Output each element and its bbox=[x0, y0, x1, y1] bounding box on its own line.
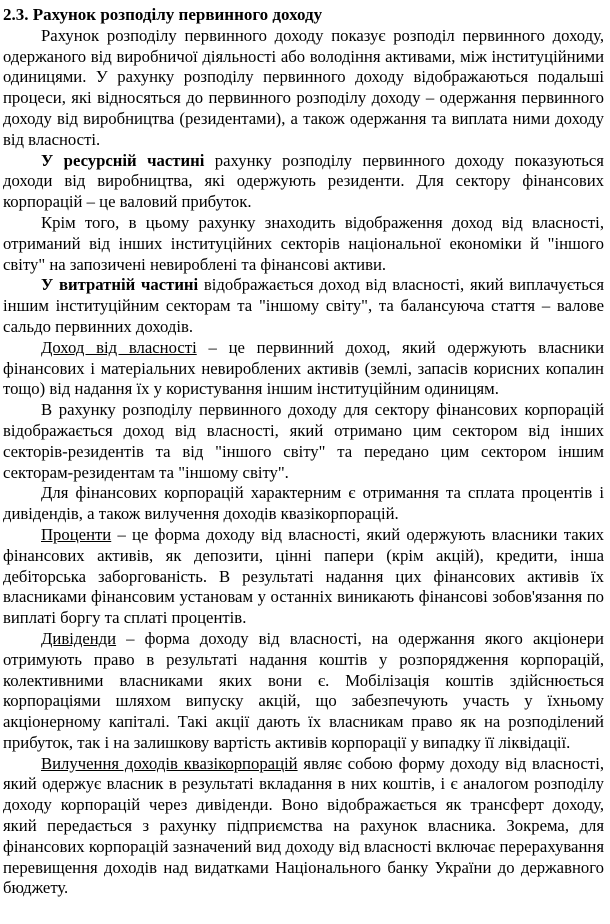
paragraph-text: рахунку розподілу первинного доходу показуються доходи від виробництва, які одержують резиденти. Для сектору фінансових корпорацій – це валовий прибуток. bbox=[3, 150, 604, 212]
paragraph-intro bbox=[3, 26, 604, 151]
paragraph-dividends-definition bbox=[3, 629, 604, 754]
paragraph-text: являє собою форму доходу від власності, який одержує власник в результаті вкладання в них коштів, і є аналогом розподілу доходу корпорацій через дивіденди. Воно відображається як трансферт доходу, який передається з рахунку підприємства на рахунок власника. Зокрема, для фінансових корпорацій зазначений вид доходу від власності включає перерахування перевищення доходів над видатками Національного банку України до державного бюджету. bbox=[3, 753, 605, 898]
paragraph-lead-underlined: Дивіденди bbox=[41, 628, 117, 648]
paragraph-property-income-definition bbox=[3, 338, 604, 400]
paragraph-lead-underlined: Вилучення доходів квазікорпорацій bbox=[41, 753, 298, 773]
paragraph-text: В рахунку розподілу первинного доходу для сектору фінансових корпорацій відображається доход від власності, який отримано цим сектором від інших секторів-резидентів та від "іншого світу" та передано цим сектором іншим секторам-резидентам та "іншому світу". bbox=[3, 400, 604, 482]
paragraph-text: Для фінансових корпорацій характерним є отримання та сплата процентів і дивідендів, а також вилучення доходів квазікорпорацій. bbox=[3, 483, 604, 524]
paragraph-interest-definition bbox=[3, 525, 604, 629]
paragraph-resource-part bbox=[3, 151, 604, 213]
paragraph-text: Рахунок розподілу первинного доходу показує розподіл первинного доходу, одержаного від виробничої діяльності або володіння активами, між інституційними одиницями. У рахунку розподілу первинного доходу відображаються подальші процеси, які відносяться до первинного розподілу доходу – одержання первинного доходу від виробництва (резидентами), а також одержання та виплата ними доходу від власності. bbox=[3, 25, 604, 149]
paragraph-expense-part bbox=[3, 275, 604, 337]
paragraph-lead-bold: У ресурсній частині bbox=[41, 150, 205, 170]
paragraph-property-income-note bbox=[3, 213, 604, 275]
paragraph-lead-underlined: Проценти bbox=[41, 524, 112, 544]
paragraph-text: – це форма доходу від власності, який одержують власники таких фінансових активів, як депозити, цінні папери (крім акцій), кредити, інша дебіторська заборгованість. В результаті надання цих фінансових активів їх власниками фінансовим установам у останніх виникають фінансові зобов'язання по виплаті боргу та сплаті процентів. bbox=[3, 524, 604, 628]
paragraph-quasi-corporations-income bbox=[3, 754, 604, 900]
section-heading: 2.3. Рахунок розподілу первинного доходу bbox=[3, 5, 323, 24]
paragraph-lead-underlined: Доход від власності bbox=[41, 337, 197, 357]
paragraph-text: Крім того, в цьому рахунку знаходить відображення доход від власності, отриманий від інших інституційних секторів національної економіки й "іншого світу" на запозичені невироблені та фінансові активи. bbox=[3, 212, 604, 274]
paragraph-text: відображається доход від власності, який виплачується іншим інституційним секторам та "іншому світу", та балансуюча стаття – валове сальдо первинних доходів. bbox=[3, 275, 604, 336]
paragraph-lead-bold: У витратній частині bbox=[41, 275, 199, 295]
paragraph-text: – форма доходу від власності, на одержання якого акціонери отримують право в результаті надання коштів у розпорядження корпорацій, колективними власниками яких вони є. Мобілізація коштів здійснюється корпораціями шляхом випуску акцій, що забезпечують участь у їхньому акціонерному капіталі. Такі акції дають їх власникам право як на розподілений прибуток, так і на залишкову вартість активів корпорації у випадку її ліквідації. bbox=[3, 628, 604, 752]
paragraph-text: – це первинний доход, який одержують власники фінансових і матеріальних невироблених активів (землі, запасів корисних копалин тощо) від надання їх у користування іншим інституційним одиницям. bbox=[3, 337, 604, 399]
paragraph-financial-sector-account bbox=[3, 400, 604, 483]
paragraph-financial-corporations-typical bbox=[3, 483, 604, 525]
